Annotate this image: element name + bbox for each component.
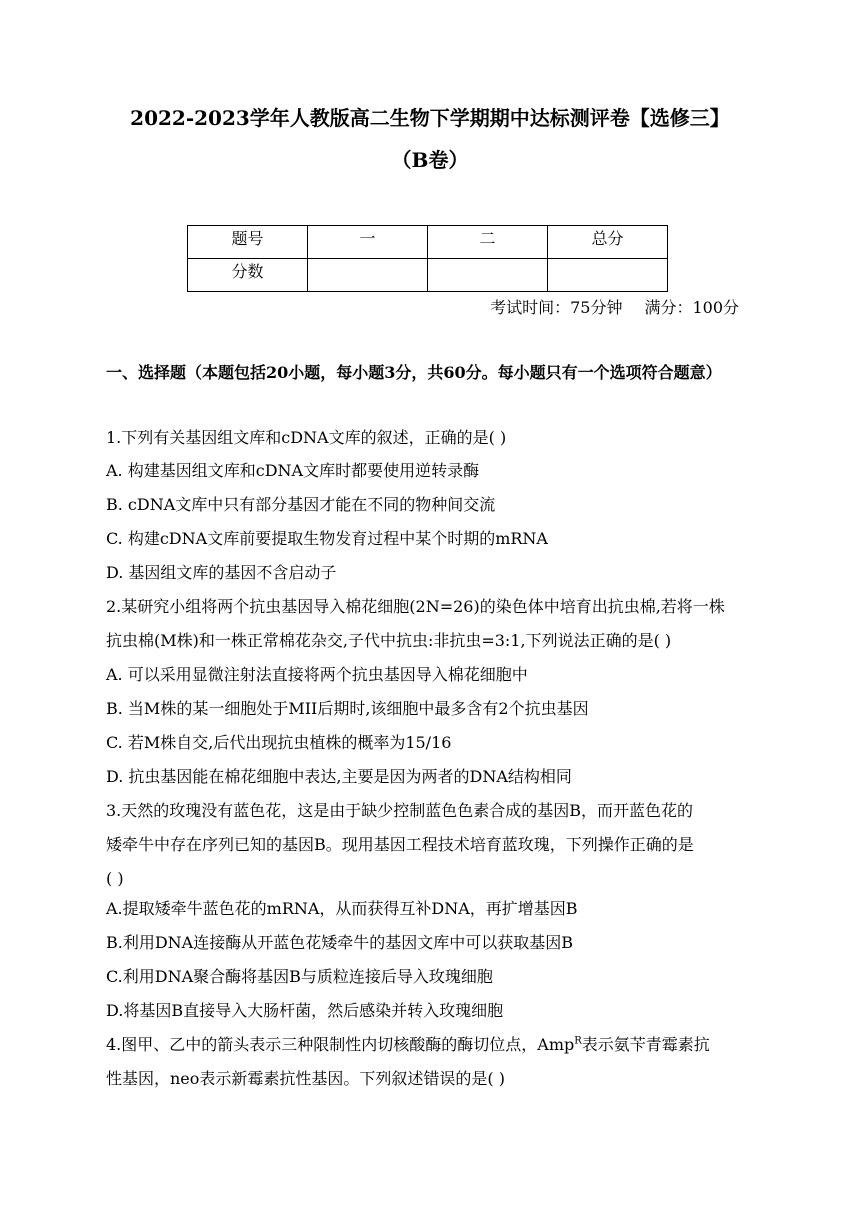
question-1-option-a: A. 构建基因组文库和cDNA文库时都要使用逆转录酶 <box>106 461 480 480</box>
question-4-stem-text: 4.图甲、乙中的箭头表示三种限制性内切核酸酶的酶切位点，Amp <box>106 1035 575 1054</box>
score-table <box>187 225 668 292</box>
question-3-stem-line1: 3.天然的玫瑰没有蓝色花，这是由于缺少控制蓝色色素合成的基因B，而开蓝色花的 <box>106 801 694 820</box>
question-2-stem-line2: 抗虫棉(M株)和一株正常棉花杂交,子代中抗虫:非抗虫=3:1,下列说法正确的是( ) <box>106 631 672 650</box>
score-table-header-row <box>188 226 668 259</box>
question-3-stem-line2: 矮牵牛中存在序列已知的基因B。现用基因工程技术培育蓝玫瑰，下列操作正确的是 <box>106 835 694 854</box>
question-3-option-c: C.利用DNA聚合酶将基因B与质粒连接后导入玫瑰细胞 <box>106 967 493 986</box>
question-4-stem-line2: 性基因，neo表示新霉素抗性基因。下列叙述错误的是( ) <box>106 1069 505 1088</box>
question-3-option-d: D.将基因B直接导入大肠杆菌，然后感染并转入玫瑰细胞 <box>106 1001 504 1020</box>
question-1-option-b: B. cDNA文库中只有部分基因才能在不同的物种间交流 <box>106 495 496 514</box>
question-2-option-a: A. 可以采用显微注射法直接将两个抗虫基因导入棉花细胞中 <box>106 665 528 684</box>
question-4-stem-line1 <box>106 1033 710 1057</box>
exam-time: 考试时间：75分钟 <box>490 298 623 317</box>
score-table-score-row <box>188 259 668 292</box>
full-score: 满分：100分 <box>644 298 739 317</box>
score-blank-cell <box>308 259 428 292</box>
question-3-option-a: A.提取矮牵牛蓝色花的mRNA，从而获得互补DNA，再扩增基因B <box>106 899 578 918</box>
section-heading: 一、选择题（本题包括20小题，每小题3分，共60分。每小题只有一个选项符合题意） <box>106 363 722 382</box>
document-subtitle: （B卷） <box>391 148 469 172</box>
question-1-option-d: D. 基因组文库的基因不含启动子 <box>106 563 337 582</box>
question-3-stem-line3: ( ) <box>106 869 124 888</box>
score-table-cell: 二 <box>428 226 548 259</box>
question-2-option-b: B. 当M株的某一细胞处于MII后期时,该细胞中最多含有2个抗虫基因 <box>106 699 589 718</box>
question-1-option-c: C. 构建cDNA文库前要提取生物发育过程中某个时期的mRNA <box>106 529 548 548</box>
exam-info <box>490 296 739 320</box>
question-4-stem-text-end: 表示氨苄青霉素抗 <box>581 1035 710 1054</box>
question-2-stem-line1: 2.某研究小组将两个抗虫基因导入棉花细胞(2N=26)的染色体中培育出抗虫棉,若将一株 <box>106 597 725 616</box>
score-blank-cell <box>548 259 668 292</box>
score-table-cell: 分数 <box>188 259 308 292</box>
question-2-option-c: C. 若M株自交,后代出现抗虫植株的概率为15/16 <box>106 733 452 752</box>
question-2-option-d: D. 抗虫基因能在棉花细胞中表达,主要是因为两者的DNA结构相同 <box>106 767 572 786</box>
score-table-cell: 一 <box>308 226 428 259</box>
question-1-stem: 1.下列有关基因组文库和cDNA文库的叙述，正确的是( ) <box>106 428 507 447</box>
document-title: 2022-2023学年人教版高二生物下学期期中达标测评卷【选修三】 <box>130 106 730 130</box>
score-blank-cell <box>428 259 548 292</box>
score-table-cell: 总分 <box>548 226 668 259</box>
superscript-r: R <box>574 1035 582 1047</box>
question-3-option-b: B.利用DNA连接酶从开蓝色花矮牵牛的基因文库中可以获取基因B <box>106 933 573 952</box>
score-table-cell: 题号 <box>188 226 308 259</box>
